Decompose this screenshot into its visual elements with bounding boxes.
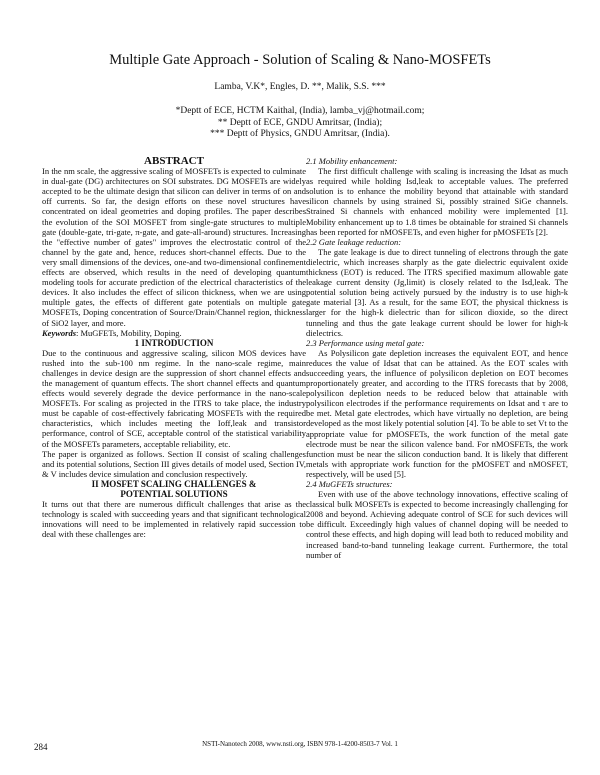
introduction-paragraph-2: The paper is organized as follows. Section II consist of scaling challenges and its potential solutions, Section III gives details of model used, Section IV, & V includes device simulation and conclusion respectively. xyxy=(42,448,307,479)
subsection-2-4-text: Even with use of the above technology innovations, effective scaling of classical bulk MOSFETs is expected to become increasingly challenging for 2008 and beyond. Achieving adequate control of SCE for such devices will be difficult. Exceedingly high values of channel doping will be needed to control these effects, and high doping will lead both to reduced mobility and increased band-to-band tunneling leakage current. Furthermore, the total number of xyxy=(306,489,568,560)
keywords-text: : MuGFETs, Mobility, Doping. xyxy=(76,327,182,338)
affiliation-2: ** Deptt of ECE, GNDU Amritsar, (India); xyxy=(217,117,383,128)
section2-paragraph: It turns out that there are numerous difficult challenges that arise as the technology is scaled with succeeding years and that significant technological innovations will need to be implemented in relatively rapid succession to deal with these challenges are: xyxy=(42,498,306,540)
subsection-2-3-text: As Polysilicon gate depletion increases the equivalent EOT, and hence reduces the value of Idsat that can be attained. As the EOT scales with succeeding years, the influence of polysilicon depletion on EOT becomes proportionately greater, and according to the ITRS forecasts that by 2008, polysilicon depletion needs to be reduced below that attainable with polysilicon electrodes if the performance requirements on Idsat and τ are to be met. Metal gate electrodes, which have virtually no depletion, are being developed as the most likely potential solution [4]. To be able to set Vt to the appropriate value for pMOSFETs, the work function of the metal gate electrode must be near the silicon valence band. For nMOSFETs, the work function must be near the silicon conduction band. It is likely that different metals with appropriate work function for the pMOSFET and nMOSFET, respectively, will be used [5]. xyxy=(306,347,568,479)
section2-heading-line1: II MOSFET SCALING CHALLENGES & xyxy=(91,478,257,489)
subsection-2-1-heading: 2.1 Mobility enhancement: xyxy=(306,156,398,166)
affiliation-3: *** Deptt of Physics, GNDU Amritsar, (India). xyxy=(210,129,390,139)
keywords xyxy=(42,328,306,338)
subsection-2-2-heading: 2.2 Gate leakage reduction: xyxy=(306,236,402,247)
section2-heading-line2: POTENTIAL SOLUTIONS xyxy=(120,488,228,499)
right-column xyxy=(306,156,568,560)
abstract-text: In the nm scale, the aggressive scaling of MOSFETs is expected to culminate in dual-gate (DG) architectures on SOI substrates. DG MOSFETs are widely accepted to be the ultimate design that silicon can deliver in terms of on and off currents. So far, the design efforts on these novel structures have concentrated on ideal geometries and doping profiles. The paper describes the evolution of the SOI MOSFET from single-gate structures to multiple gate (double-gate, tri-gate, π-gate, and gate-all-around) structures. Increasing the "effective number of gates" improves the electrostatic control of the channel by the gate and, hence, reduces short-channel effects. Due to the very small dimensions of the devices, one-and two-dimensional confinement effects are observed, which results in the need of developing quantum modeling tools for accurate prediction of the electrical characteristics of the devices. It also includes the effect of silicon thickness, when we are using multiple gates, the effects of different gate potentials on multiple gate MOSFETs, Doping concentration of Source/Drain/Channel region, thickness of SiO2 layer, and more. xyxy=(42,166,306,328)
subsection-2-3-heading: 2.3 Performance using metal gate: xyxy=(306,337,425,348)
footer-citation: NSTI-Nanotech 2008, www.nsti.org, ISBN 978-1-4200-8503-7 Vol. 1 xyxy=(202,740,398,748)
subsection-2-4-heading: 2.4 MuGFETs structures: xyxy=(306,479,393,489)
introduction-heading: 1 INTRODUCTION xyxy=(134,337,214,348)
introduction-paragraph-1: Due to the continuous and aggressive scaling, silicon MOS devices have rushed into the sub-100 nm regime. In the nano-scale regime, main challenges in device design are the suppression of short channel effects and the management of quantum effects. The short channel effects and quantum effects would severely degrade the device performance in the nano-scale MOSFETs. For scaling as projected in the ITRS to take place, the industry must be capable of cost-effectively fabricating MOSFETs with the required characteristics, which includes meeting the Ioff,leak and transistor performance, control of SCE, acceptable control of the statistical variability of the MOSFETs parameters, acceptable reliability, etc. xyxy=(42,347,306,449)
keywords-label: Keywords xyxy=(42,327,76,338)
author-list: Lamba, V.K*, Engles, D. **, Malik, S.S. *** xyxy=(214,82,386,92)
paper-title: Multiple Gate Approach - Solution of Scaling & Nano-MOSFETs xyxy=(109,52,491,68)
affiliations xyxy=(0,106,600,141)
page-number: 284 xyxy=(34,742,48,752)
affiliation-1: *Deptt of ECE, HCTM Kaithal, (India), lamba_vj@hotmail.com; xyxy=(175,106,425,116)
subsection-2-1-text: The first difficult challenge with scaling is increasing the Idsat as much as required while holding Isd,leak to acceptable values. The preferred solution is to enhance the mobility beyond that attainable with standard silicon channels by using strained Si, possibly strained SiGe channels. Strained Si channels with enhanced mobility were implemented [1]. Mobility enhancement up to 1.8 times be obtainable for strained Si channels has been reported for nMOSFETs, and even higher for pMOSFETs [2]. xyxy=(306,166,568,237)
left-column xyxy=(42,156,306,539)
subsection-2-2-text: The gate leakage is due to direct tunneling of electrons through the gate dielectric, which increases sharply as the gate dielectric equivalent oxide thickness (EOT) is reduced. The ITRS specified maximum allowable gate leakage current density (Jg,limit) is closely related to the Isd,leak. The potential solution being actively pursued by the industry is to use high-k gate material [3]. As a result, for the same EOT, the physical thickness is larger for the high-k dielectric than for silicon dioxide, so the direct tunneling and thus the gate leakage current should be lower for high-k dielectrics. xyxy=(306,246,568,338)
abstract-heading: ABSTRACT xyxy=(144,155,204,167)
